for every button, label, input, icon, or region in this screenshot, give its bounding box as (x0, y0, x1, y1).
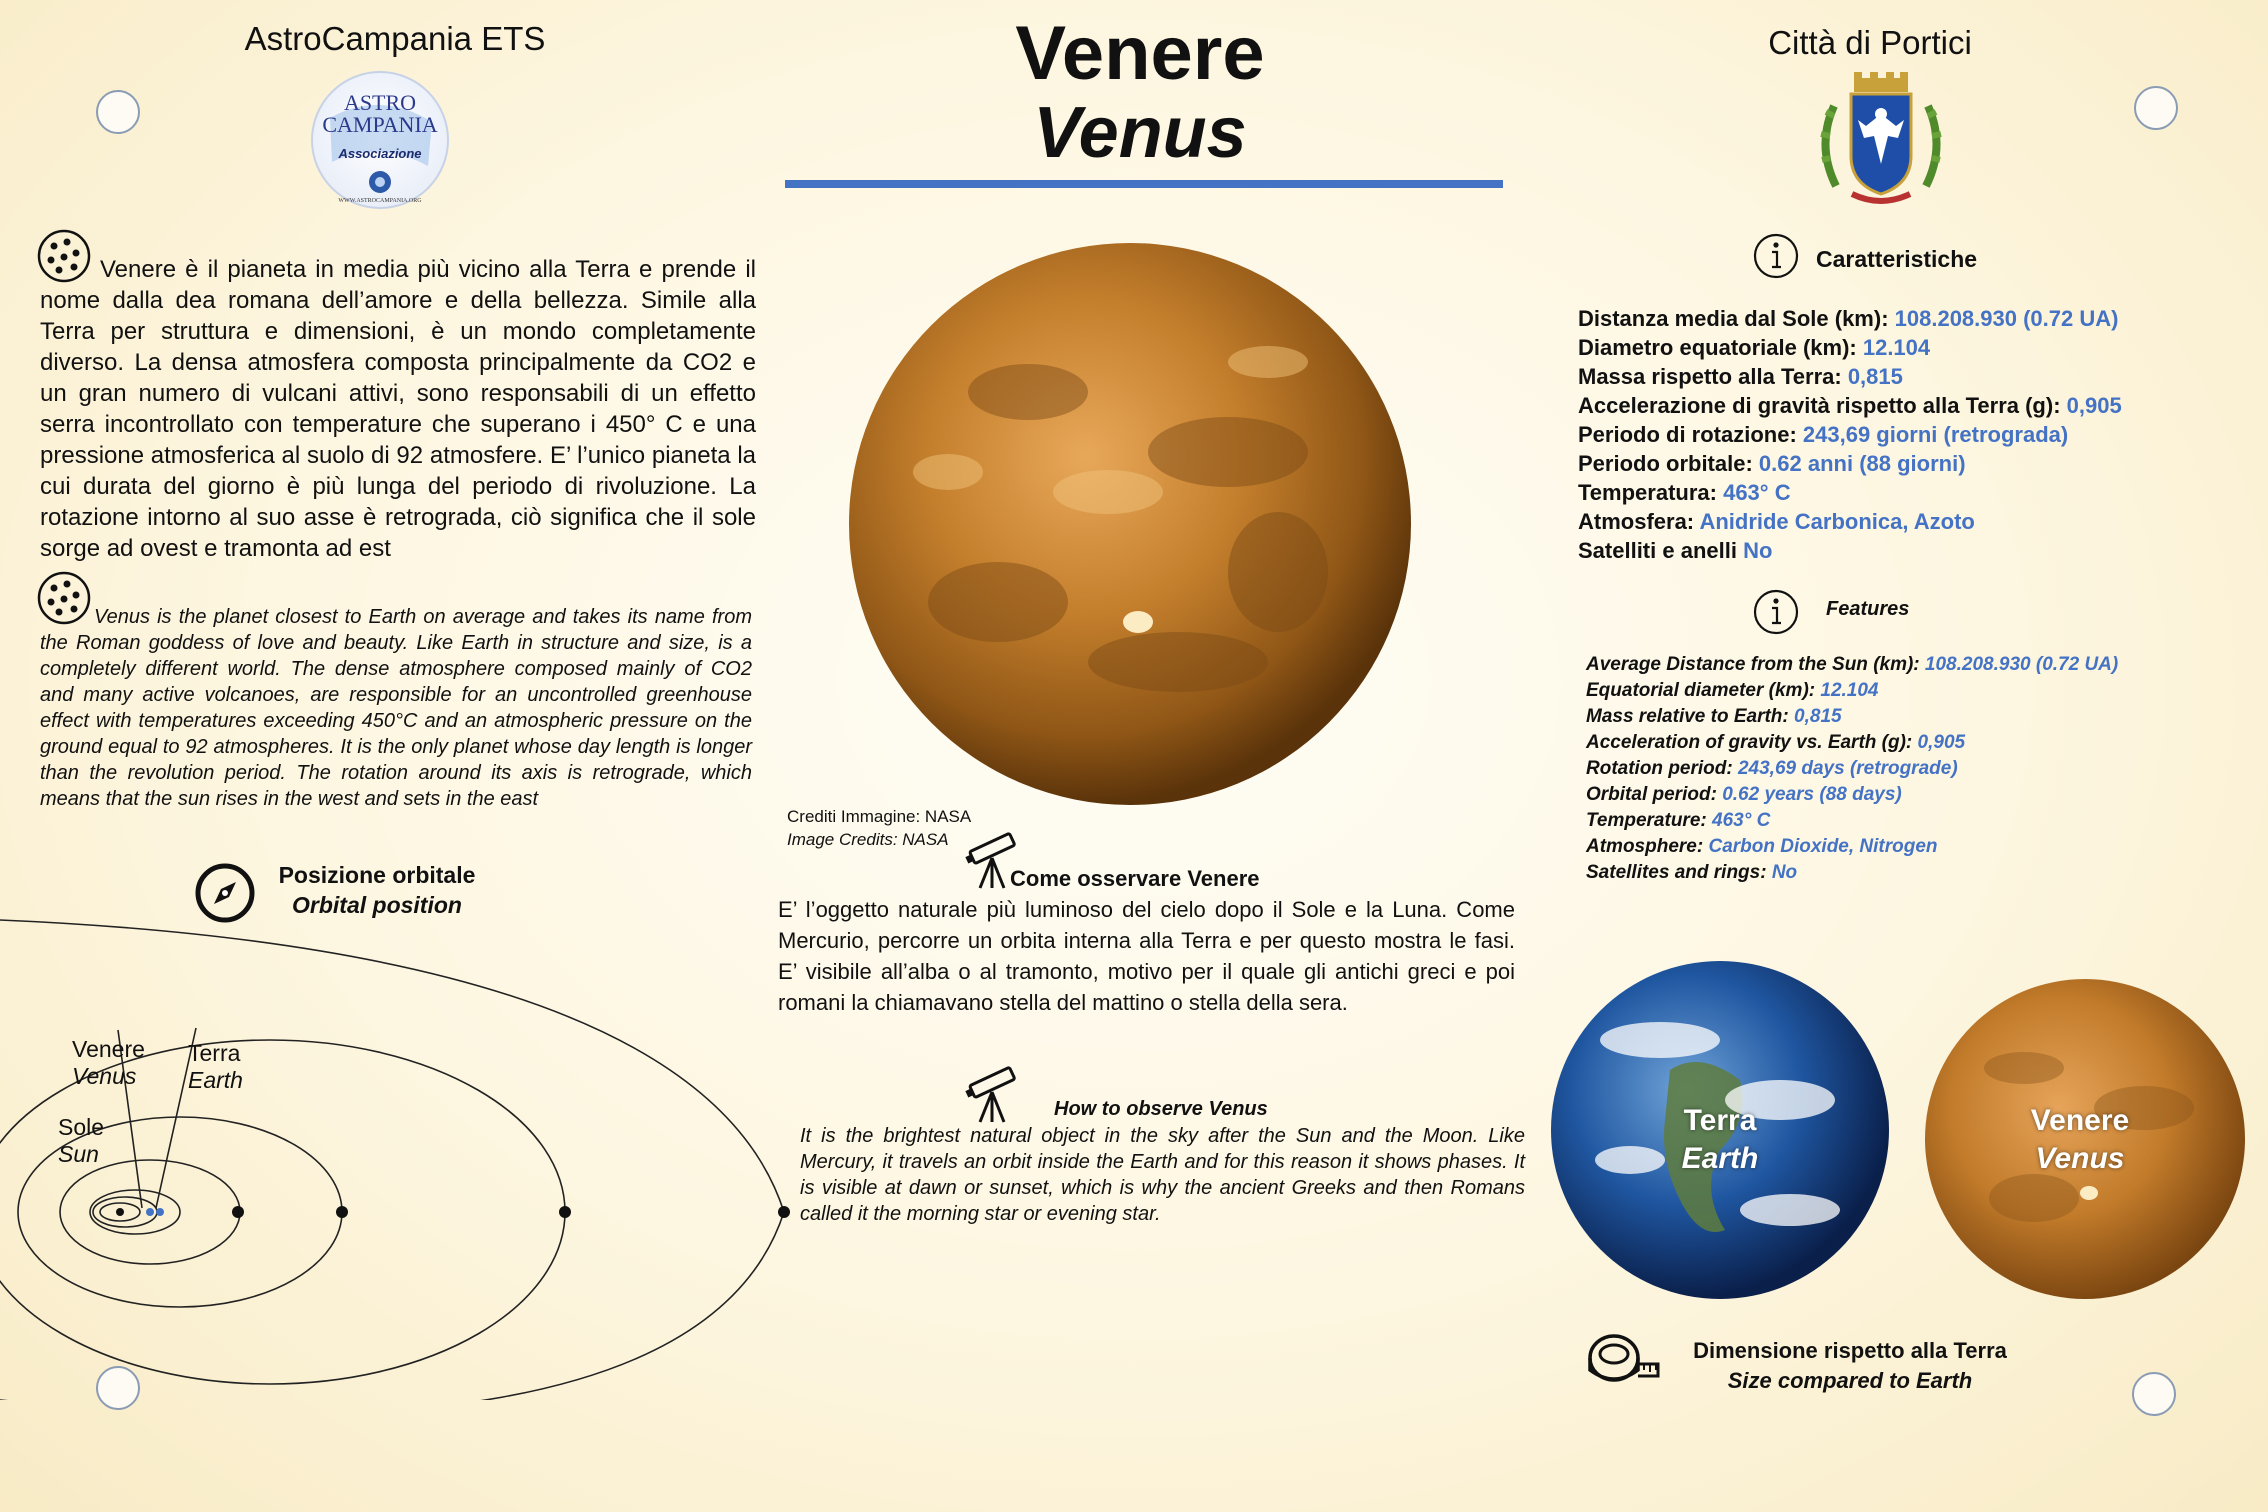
logo-text-line1: ASTRO (343, 90, 417, 115)
orbit-label-earth-it: Terra (188, 1040, 241, 1066)
orbit-label-sun-en: Sun (58, 1141, 99, 1167)
feature-label: Temperature: (1586, 810, 1712, 831)
characteristic-value: No (1743, 538, 1773, 563)
earth-label-it: Terra (1683, 1104, 1757, 1137)
feature-label: Orbital period: (1586, 784, 1723, 805)
page-subtitle: Venus (1033, 93, 1247, 173)
logo-text-line2: CAMPANIA (322, 112, 438, 137)
characteristic-row (1578, 478, 2238, 507)
orbital-position-title-it: Posizione orbitale (278, 862, 476, 888)
feature-label: Atmosphere: (1586, 836, 1709, 857)
characteristic-row (1578, 507, 2238, 536)
venus-label-en: Venus (2035, 1142, 2125, 1175)
city-name: Città di Portici (1768, 24, 1972, 61)
characteristic-label: Distanza media dal Sole (km): (1578, 306, 1895, 331)
orbit-label-sun-it: Sole (58, 1114, 105, 1140)
mount-hole-top-left (96, 90, 140, 134)
observe-text-en: It is the brightest natural object in the sky after the Sun and the Moon. Like Mercury, it travels an orbit inside the Earth and for this reason it shows phases. It is visible at dawn or sunset, which is why the ancient Greeks and then Romans called it the morning star or evening star. (800, 1125, 1525, 1225)
mount-hole-top-right (2134, 86, 2178, 130)
feature-value: 463° C (1712, 810, 1771, 831)
characteristic-label: Accelerazione di gravità rispetto alla Terra (g): (1578, 393, 2067, 418)
characteristic-value: 0.62 anni (88 giorni) (1758, 451, 1966, 476)
characteristic-label: Atmosfera: (1578, 509, 1700, 534)
feature-row (1586, 860, 2256, 886)
feature-label: Average Distance from the Sun (km): (1586, 654, 1925, 675)
observe-heading-it: Come osservare Venere (1010, 866, 1260, 891)
image-credits-it: Crediti Immagine: NASA (787, 807, 972, 826)
characteristic-label: Periodo di rotazione: (1578, 422, 1803, 447)
earth-label-en: Earth (1681, 1142, 1759, 1175)
characteristic-label: Temperatura: (1578, 480, 1724, 505)
size-comparison-title-en: Size compared to Earth (1727, 1368, 1973, 1393)
feature-label: Mass relative to Earth: (1586, 706, 1795, 727)
features-list (1586, 652, 2256, 886)
feature-label: Rotation period: (1586, 758, 1738, 779)
feature-value: Carbon Dioxide, Nitrogen (1708, 836, 1938, 857)
characteristic-row (1578, 362, 2238, 391)
characteristic-value: 0,815 (1847, 364, 1903, 389)
title-divider (785, 180, 1503, 188)
characteristic-label: Massa rispetto alla Terra: (1578, 364, 1848, 389)
info-icon (1752, 588, 1800, 641)
orbit-label-earth-en: Earth (188, 1067, 243, 1093)
characteristic-label: Diametro equatoriale (km): (1578, 335, 1863, 360)
mount-hole-bottom-right (2132, 1372, 2176, 1416)
feature-value: 0.62 years (88 days) (1722, 784, 1902, 805)
feature-row (1586, 756, 2256, 782)
size-comparison-title-it: Dimensione rispetto alla Terra (1693, 1338, 2007, 1363)
feature-label: Satellites and rings: (1586, 862, 1772, 883)
description-english-text: Venus is the planet closest to Earth on average and takes its name from the Roman goddess of love and beauty. Like Earth in structure and size, is a completely different world. The dense atmosphere composed mainly of CO2 and many active volcanoes, are responsible for an uncontrolled greenhouse effect with temperatures exceeding 450°C and an atmospheric pressure on the ground equal to 92 atmospheres. It is the only planet whose day length is longer than the revolution period. The rotation around its axis is retrograde, which means that the sun rises in the west and sets in the east (40, 606, 752, 810)
characteristic-row (1578, 391, 2238, 420)
characteristics-heading: Caratteristiche (1816, 246, 1978, 272)
feature-value: 0,815 (1794, 706, 1842, 727)
orbit-label-venus-en: Venus (72, 1063, 137, 1089)
size-comparison-heading (1650, 1336, 2050, 1396)
orbit-diagram (0, 910, 800, 1405)
feature-row (1586, 652, 2256, 678)
venus-label-it: Venere (2030, 1104, 2130, 1137)
feature-row (1586, 678, 2256, 704)
feature-value: 243,69 days (retrograde) (1737, 758, 1958, 779)
orbit-label-venus (72, 1036, 145, 1090)
logo-url: WWW.ASTROCAMPANIA.ORG (338, 198, 422, 204)
characteristic-value: 108.208.930 (0.72 UA) (1894, 306, 2119, 331)
observe-text-it: E’ l’oggetto naturale più luminoso del cielo dopo il Sole e la Luna. Come Mercurio, percorre un orbita interna alla Terra e per questo mostra le fasi. E’ visibile all’alba o al tramonto, motivo per il quale gli antichi greci e poi romani la chiamavano stella del mattino o stella della sera. (778, 897, 1515, 1015)
info-icon (1752, 232, 1800, 285)
characteristic-row (1578, 449, 2238, 478)
astrocampania-logo (310, 70, 450, 215)
description-italian-text: Venere è il pianeta in media più vicino alla Terra e prende il nome dalla dea romana dell’amore e della bellezza. Simile alla Terra per struttura e dimensioni, è un mondo completamente diverso. La densa atmosfera composta principalmente da CO2 e un gran numero di vulcani attivi, sono responsabili di un effetto serra incontrollato con temperature che superano i 450° C e una pressione atmosferica al suolo di 92 atmosfere. E’ l’unico pianeta la cui durata del giorno è più lunga del periodo di rivoluzione. La rotazione intorno al suo asse è retrograda, ciò significa che il sole sorge ad ovest e tramonta ad est (40, 256, 756, 562)
feature-row (1586, 730, 2256, 756)
city-coat-of-arms (1806, 66, 1956, 221)
venus-image (848, 242, 1413, 807)
characteristic-row (1578, 420, 2238, 449)
characteristic-row (1578, 333, 2238, 362)
venus-label (1980, 1102, 2180, 1178)
feature-row (1586, 834, 2256, 860)
orbital-position-title-en: Orbital position (292, 892, 462, 918)
feature-label: Equatorial diameter (km): (1586, 680, 1821, 701)
orbit-label-sun (58, 1114, 104, 1168)
image-credits-en: Image Credits: NASA (787, 830, 949, 849)
feature-value: 108.208.930 (0.72 UA) (1924, 654, 2119, 675)
characteristic-row (1578, 304, 2238, 333)
characteristic-row (1578, 536, 2238, 565)
feature-row (1586, 808, 2256, 834)
feature-row (1586, 704, 2256, 730)
description-italian (40, 254, 756, 564)
feature-value: No (1771, 862, 1798, 883)
page-title: Venere (1015, 11, 1265, 96)
description-english (40, 604, 752, 812)
feature-value: 12.104 (1820, 680, 1879, 701)
orbit-label-venus-it: Venere (72, 1036, 145, 1062)
features-heading: Features (1826, 598, 1910, 620)
observe-heading-en: How to observe Venus (1054, 1098, 1268, 1120)
characteristic-value: 12.104 (1862, 335, 1931, 360)
characteristic-value: Anidride Carbonica, Azoto (1699, 509, 1975, 534)
feature-value: 0,905 (1917, 732, 1966, 753)
characteristic-label: Periodo orbitale: (1578, 451, 1759, 476)
telescope-icon (962, 1062, 1022, 1131)
logo-text-line3: Associazione (338, 146, 422, 161)
characteristic-label: Satelliti e anelli (1578, 538, 1744, 563)
org-name: AstroCampania ETS (244, 20, 546, 57)
characteristic-value: 243,69 giorni (retrograda) (1802, 422, 2069, 447)
feature-label: Acceleration of gravity vs. Earth (g): (1586, 732, 1918, 753)
characteristics-list (1578, 304, 2238, 565)
earth-label (1620, 1102, 1820, 1178)
orbit-label-earth (188, 1040, 243, 1094)
characteristic-value: 0,905 (2066, 393, 2122, 418)
characteristic-value: 463° C (1723, 480, 1791, 505)
image-credits (787, 805, 971, 851)
feature-row (1586, 782, 2256, 808)
